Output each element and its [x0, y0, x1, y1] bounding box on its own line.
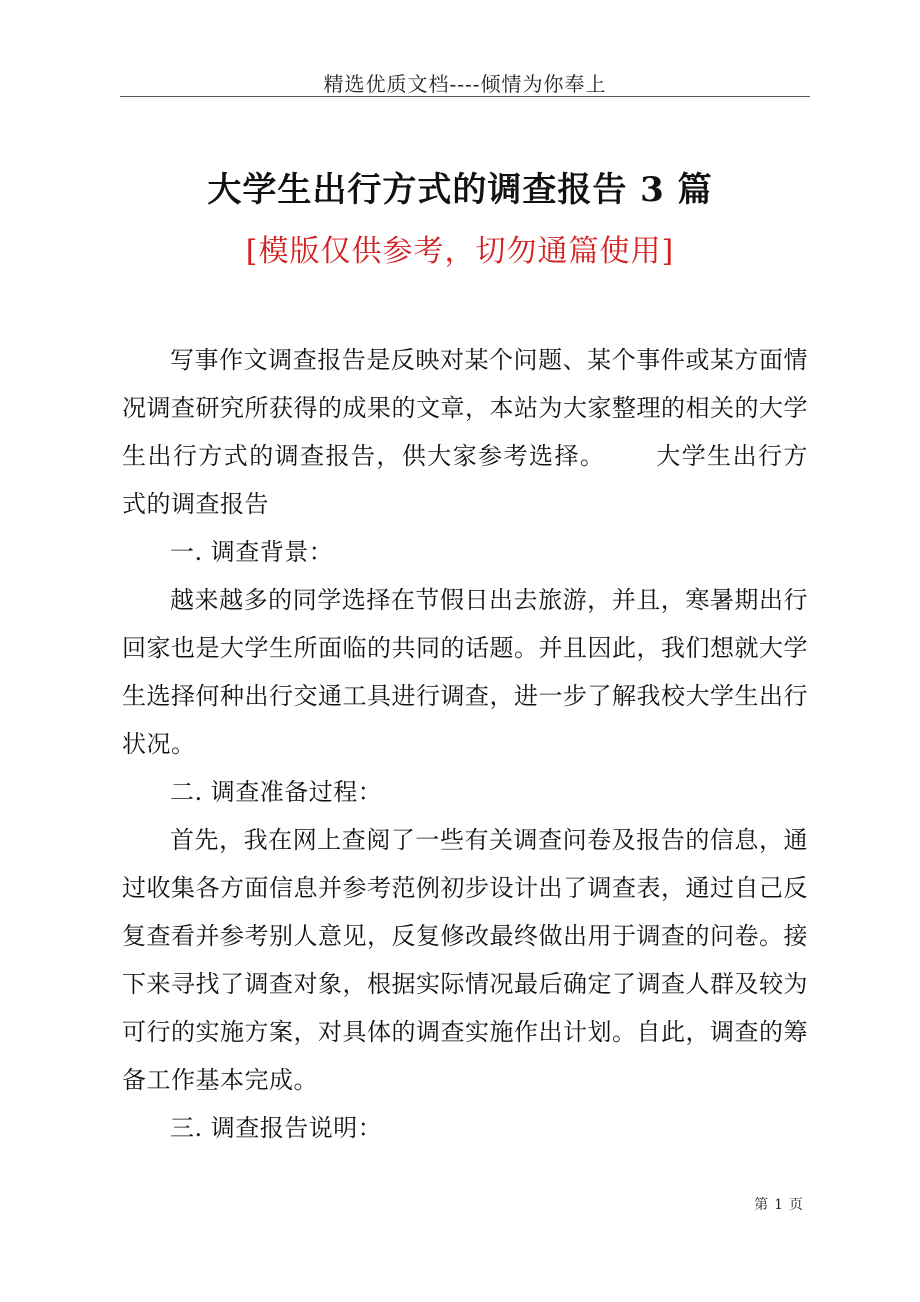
section2-body: 首先，我在网上查阅了一些有关调查问卷及报告的信息，通过收集各方面信息并参考范例初步设计出了调查表，通过自己反复查看并参考别人意见，反复修改最终做出用于调查的问卷。接下来寻找了调查对象，根据实际情况最后确定了调查人群及较为可行的实施方案，对具体的调查实施作出计划。自此，调查的筹备工作基本完成。	[122, 826, 808, 1094]
intro-report-title: 大学生出行方式的调查报告	[122, 442, 808, 518]
page-header: 精选优质文档----倾情为你奉上	[323, 72, 607, 96]
section3-heading: 三. 调查报告说明：	[170, 1114, 383, 1142]
footer-page-number: 1	[774, 1197, 783, 1213]
document-subtitle: [模版仅供参考，切勿通篇使用]	[245, 234, 675, 269]
section1-body: 越来越多的同学选择在节假日出去旅游，并且，寒暑期出行回家也是大学生所面临的共同的话题。并且因此，我们想就大学生选择何种出行交通工具进行调查，进一步了解我校大学生出行状况。	[122, 586, 808, 758]
footer-prefix: 第	[754, 1197, 769, 1213]
page-footer	[751, 1194, 806, 1214]
section2-heading: 二. 调查准备过程：	[170, 778, 383, 806]
intro-paragraph	[122, 336, 808, 528]
document-body	[122, 336, 808, 1152]
header-divider	[120, 96, 810, 97]
document-title: 大学生出行方式的调查报告 3 篇	[207, 170, 713, 210]
intro-text: 写事作文调查报告是反映对某个问题、某个事件或某方面情况调查研究所获得的成果的文章，本站为大家整理的相关的大学生出行方式的调查报告，供大家参考选择。	[122, 346, 808, 470]
section1-heading: 一. 调查背景：	[170, 538, 334, 566]
footer-suffix: 页	[789, 1197, 803, 1213]
